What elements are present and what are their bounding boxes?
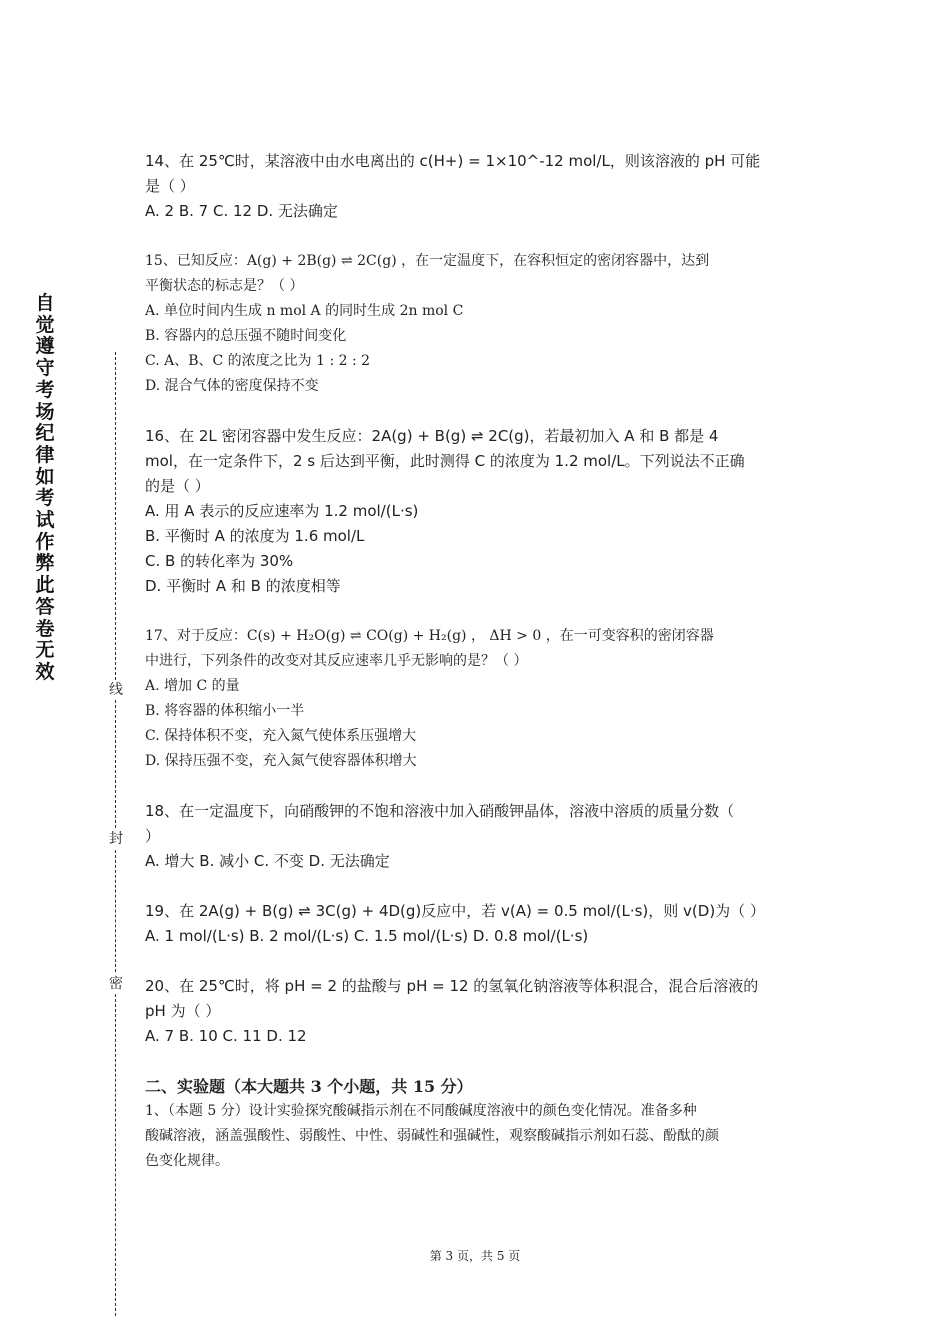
question-stem-line: 15、已知反应：A(g) + 2B(g) ⇌ 2C(g) ，在一定温度下，在容积恒定的密闭容器中，达到 — [145, 253, 710, 269]
question-option-line: B. 容器内的总压强不随时间变化 — [145, 328, 347, 344]
slogan-char: 遵 — [35, 335, 55, 358]
question-option-line: B. 平衡时 A 的浓度为 1.6 mol/L — [145, 527, 365, 545]
section-body-line: 1、（本题 5 分）设计实验探究酸碱指示剂在不同酸碱度溶液中的颜色变化情况。准备多种 — [145, 1103, 697, 1119]
question-q18 — [145, 799, 810, 874]
question-option-line: A. 用 A 表示的反应速率为 1.2 mol/(L·s) — [145, 502, 419, 520]
question-stem-line: 16、在 2L 密闭容器中发生反应：2A(g) + B(g) ⇌ 2C(g)，若最初加入 A 和 B 都是 4 — [145, 427, 719, 445]
cut-line-segment — [115, 850, 116, 972]
section-body-line: 酸碱溶液，涵盖强酸性、弱酸性、中性、弱碱性和强碱性，观察酸碱指示剂如石蕊、酚酞的颜 — [145, 1128, 719, 1144]
cut-line-label-line: 线 — [105, 681, 127, 699]
question-q14 — [145, 149, 810, 224]
question-option-line: A. 单位时间内生成 n mol A 的同时生成 2n mol C — [145, 303, 464, 319]
slogan-char: 考 — [35, 378, 55, 401]
cut-line-label-seal: 封 — [105, 830, 127, 848]
question-stem-line: 平衡状态的标志是？（ ） — [145, 278, 304, 294]
slogan-char: 纪 — [35, 422, 55, 445]
question-stem-line: 19、在 2A(g) + B(g) ⇌ 3C(g) + 4D(g)反应中，若 v(A) = 0.5 mol/(L·s)，则 v(D)为（ ） — [145, 902, 765, 920]
question-stem-line: 中进行，下列条件的改变对其反应速率几乎无影响的是？（ ） — [145, 653, 528, 669]
slogan-char: 守 — [35, 357, 55, 380]
slogan-char: 考 — [35, 487, 55, 510]
question-option-line: A. 7 B. 10 C. 11 D. 12 — [145, 1027, 307, 1045]
question-option-line: A. 1 mol/(L·s) B. 2 mol/(L·s) C. 1.5 mol/(L·s) D. 0.8 mol/(L·s) — [145, 927, 589, 945]
page-footer: 第 3 页，共 5 页 — [429, 1249, 521, 1263]
slogan-char: 觉 — [35, 313, 55, 336]
question-stem-line: 20、在 25℃时，将 pH = 2 的盐酸与 pH = 12 的氢氧化钠溶液等体积混合，混合后溶液的 — [145, 977, 759, 995]
slogan-char: 如 — [35, 465, 55, 488]
question-q20 — [145, 974, 810, 1049]
question-list — [145, 149, 810, 1049]
question-option-line: C. B 的转化率为 30% — [145, 552, 294, 570]
cut-line-segment — [115, 994, 116, 1316]
question-option-line: D. 平衡时 A 和 B 的浓度相等 — [145, 577, 341, 595]
question-stem-line: 18、在一定温度下，向硝酸钾的不饱和溶液中加入硝酸钾晶体，溶液中溶质的质量分数（ — [145, 802, 735, 820]
slogan-char: 场 — [35, 400, 55, 423]
question-stem-line: 的是（ ） — [145, 477, 210, 495]
question-q15 — [145, 249, 810, 399]
cut-line-label-secret: 密 — [105, 975, 127, 993]
slogan-char: 无 — [35, 639, 55, 662]
slogan-char: 弊 — [35, 552, 55, 575]
slogan-char: 此 — [35, 574, 55, 597]
slogan-char: 自 — [35, 292, 55, 314]
question-option-line: C. A、B、C 的浓度之比为 1 : 2 : 2 — [145, 353, 371, 369]
question-option-line: C. 保持体积不变，充入氮气使体系压强增大 — [145, 728, 417, 744]
question-option-line: B. 将容器的体积缩小一半 — [145, 703, 305, 719]
question-q16 — [145, 424, 810, 599]
question-q17 — [145, 624, 810, 774]
question-stem-line: ） — [145, 827, 161, 845]
cut-line-segment — [115, 700, 116, 828]
exam-content — [145, 149, 810, 1174]
slogan-char: 效 — [35, 660, 55, 683]
slogan-char: 答 — [35, 595, 55, 618]
slogan-char: 作 — [35, 530, 55, 553]
question-stem-line: 是（ ） — [145, 177, 195, 195]
section-body — [145, 1099, 810, 1174]
binding-slogan — [33, 293, 57, 684]
section-body-line: 色变化规律。 — [145, 1153, 229, 1169]
question-stem-line: 17、对于反应：C(s) + H₂O(g) ⇌ CO(g) + H₂(g) ， ΔH > 0 ，在一可变容积的密闭容器 — [145, 628, 714, 644]
slogan-char: 试 — [35, 509, 55, 532]
question-option-line: A. 增大 B. 减小 C. 不变 D. 无法确定 — [145, 852, 390, 870]
question-option-line: A. 增加 C 的量 — [145, 678, 240, 694]
cut-line-segment — [115, 352, 116, 680]
section-title: 二、实验题（本大题共 3 个小题，共 15 分） — [145, 1077, 473, 1096]
slogan-char: 卷 — [35, 617, 55, 640]
question-stem-line: 14、在 25℃时，某溶液中由水电离出的 c(H+) = 1×10^-12 mol/L，则该溶液的 pH 可能 — [145, 152, 761, 170]
question-option-line: D. 混合气体的密度保持不变 — [145, 378, 319, 394]
question-option-line: A. 2 B. 7 C. 12 D. 无法确定 — [145, 202, 338, 220]
question-stem-line: pH 为（ ） — [145, 1002, 221, 1020]
question-stem-line: mol，在一定条件下，2 s 后达到平衡，此时测得 C 的浓度为 1.2 mol/L。下列说法不正确 — [145, 452, 745, 470]
question-q19 — [145, 899, 810, 949]
question-option-line: D. 保持压强不变，充入氮气使容器体积增大 — [145, 753, 417, 769]
slogan-char: 律 — [35, 443, 55, 466]
